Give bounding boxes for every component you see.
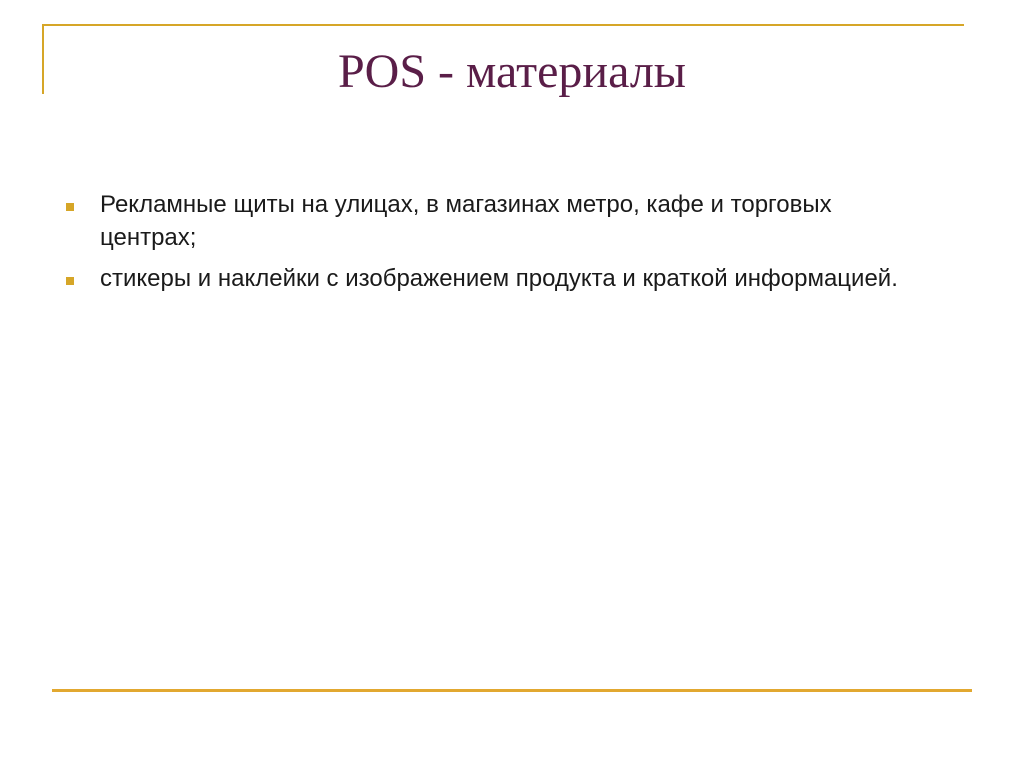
bullet-text: стикеры и наклейки с изображением продукта и краткой информацией.	[100, 265, 898, 292]
slide-title: POS - материалы	[337, 45, 687, 98]
square-bullet-icon	[66, 277, 74, 285]
bullet-item	[62, 188, 922, 254]
bullet-text: Рекламные щиты на улицах, в магазинах метро, кафе и торговых центрах;	[100, 191, 832, 251]
top-frame-line	[42, 24, 964, 26]
square-bullet-icon	[66, 203, 74, 211]
bullet-item	[62, 262, 922, 295]
bullet-list	[62, 188, 922, 303]
bottom-frame-line	[52, 689, 972, 692]
